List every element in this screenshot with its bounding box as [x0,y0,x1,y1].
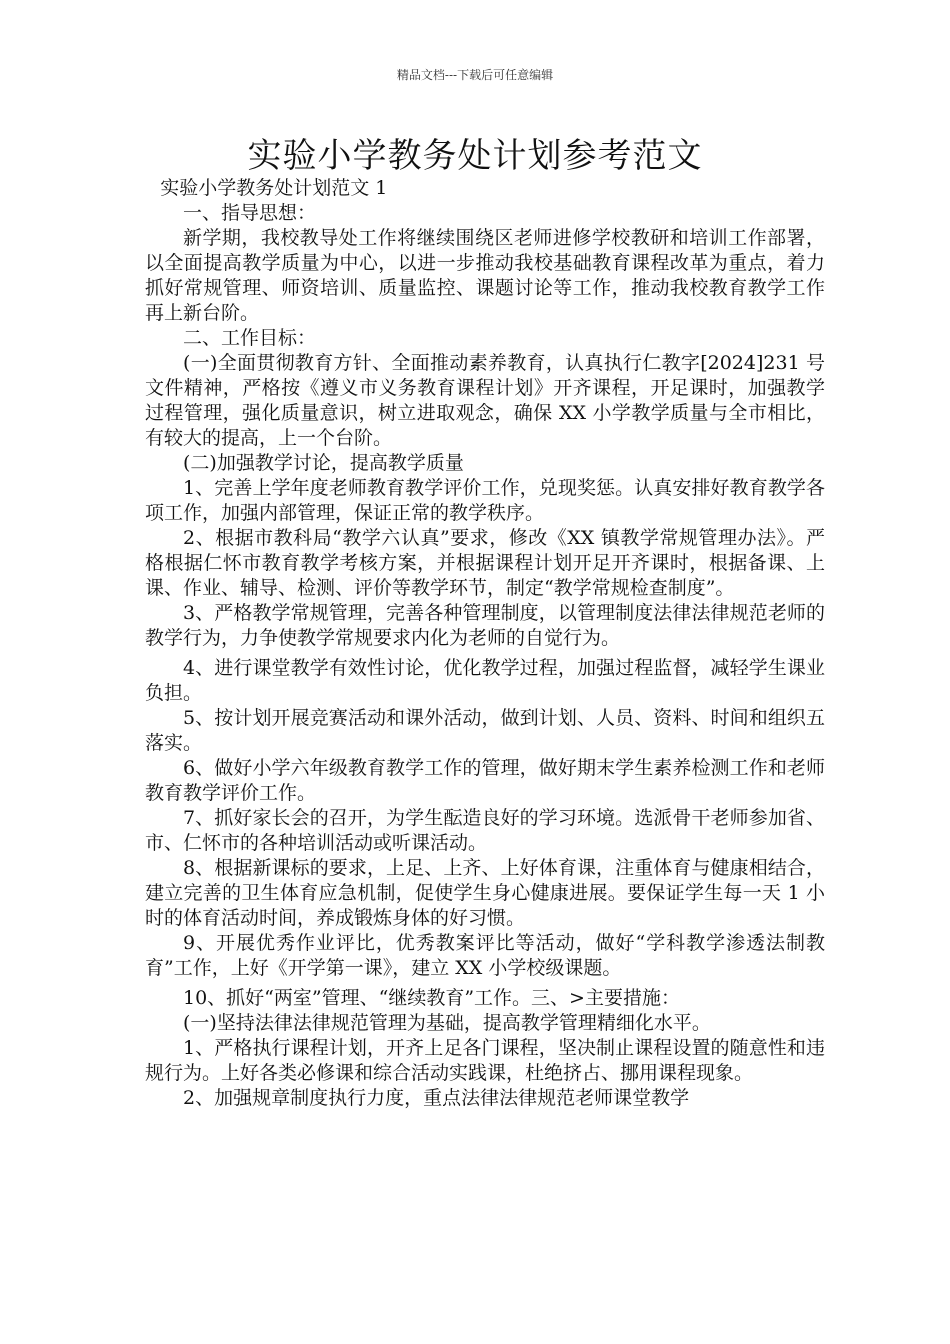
list-item: 4、进行课堂教学有效性讨论，优化教学过程，加强过程监督，减轻学生课业负担。 [145,657,825,704]
section-heading: 一、指导思想： [183,202,317,224]
page-header: 精品文档---下载后可任意编辑 [396,68,554,82]
list-item: 1、严格执行课程计划，开齐上足各门课程，坚决制止课程设置的随意性和违规行为。上好各类必修课和综合活动实践课，杜绝挤占、挪用课程现象。 [145,1037,825,1084]
list-item: 10、抓好“两室”管理、“继续教育”工作。三、>主要措施： [183,987,680,1009]
document-subtitle: 实验小学教务处计划范文 1 [160,177,388,199]
paragraph: (一)全面贯彻教育方针、全面推动素养教育，认真执行仁教字[2024]231 号文件精神，严格按《遵义市义务教育课程计划》开齐课程，开足课时，加强教学过程管理，强化质量意识，树立进取观念，确保 XX 小学教学质量与全市相比，有较大的提高，上一个台阶。 [145,352,825,449]
sub-heading: (二)加强教学讨论，提高教学质量 [183,452,464,474]
list-item: 7、抓好家长会的召开，为学生酝造良好的学习环境。选派骨干老师参加省、市、仁怀市的各种培训活动或听课活动。 [145,807,825,854]
section-heading: 二、工作目标： [183,327,317,349]
list-item: 5、按计划开展竞赛活动和课外活动，做到计划、人员、资料、时间和组织五落实。 [145,707,825,754]
list-item: 6、做好小学六年级教育教学工作的管理，做好期末学生素养检测工作和老师教育教学评价工作。 [145,757,825,804]
document-title: 实验小学教务处计划参考范文 [247,136,703,176]
document-body [145,176,825,1111]
list-item: 2、加强规章制度执行力度，重点法律法律规范老师课堂教学 [183,1087,690,1109]
paragraph: 新学期，我校教导处工作将继续围绕区老师进修学校教研和培训工作部署，以全面提高教学质量为中心，以进一步推动我校基础教育课程改革为重点，着力抓好常规管理、师资培训、质量监控、课题讨论等工作，推动我校教育教学工作再上新台阶。 [145,227,825,324]
list-item: 2、根据市教科局“教学六认真”要求，修改《XX 镇教学常规管理办法》。严格根据仁怀市教育教学考核方案，并根据课程计划开足开齐课时，根据备课、上课、作业、辅导、检测、评价等教学环节，制定“教学常规检查制度”。 [145,527,825,599]
list-item: 3、严格教学常规管理，完善各种管理制度，以管理制度法律法律规范老师的教学行为，力争使教学常规要求内化为老师的自觉行为。 [145,602,825,649]
list-item: 8、根据新课标的要求，上足、上齐、上好体育课，注重体育与健康相结合，建立完善的卫生体育应急机制，促使学生身心健康进展。要保证学生每一天 1 小时的体育活动时间，养成锻炼身体的好习惯。 [145,857,825,929]
list-item: 9、开展优秀作业评比，优秀教案评比等活动，做好“学科教学渗透法制教育”工作，上好《开学第一课》，建立 XX 小学校级课题。 [145,932,825,979]
sub-heading: (一)坚持法律法律规范管理为基础，提高教学管理精细化水平。 [183,1012,711,1034]
list-item: 1、完善上学年度老师教育教学评价工作，兑现奖惩。认真安排好教育教学各项工作，加强内部管理，保证正常的教学秩序。 [145,477,825,524]
